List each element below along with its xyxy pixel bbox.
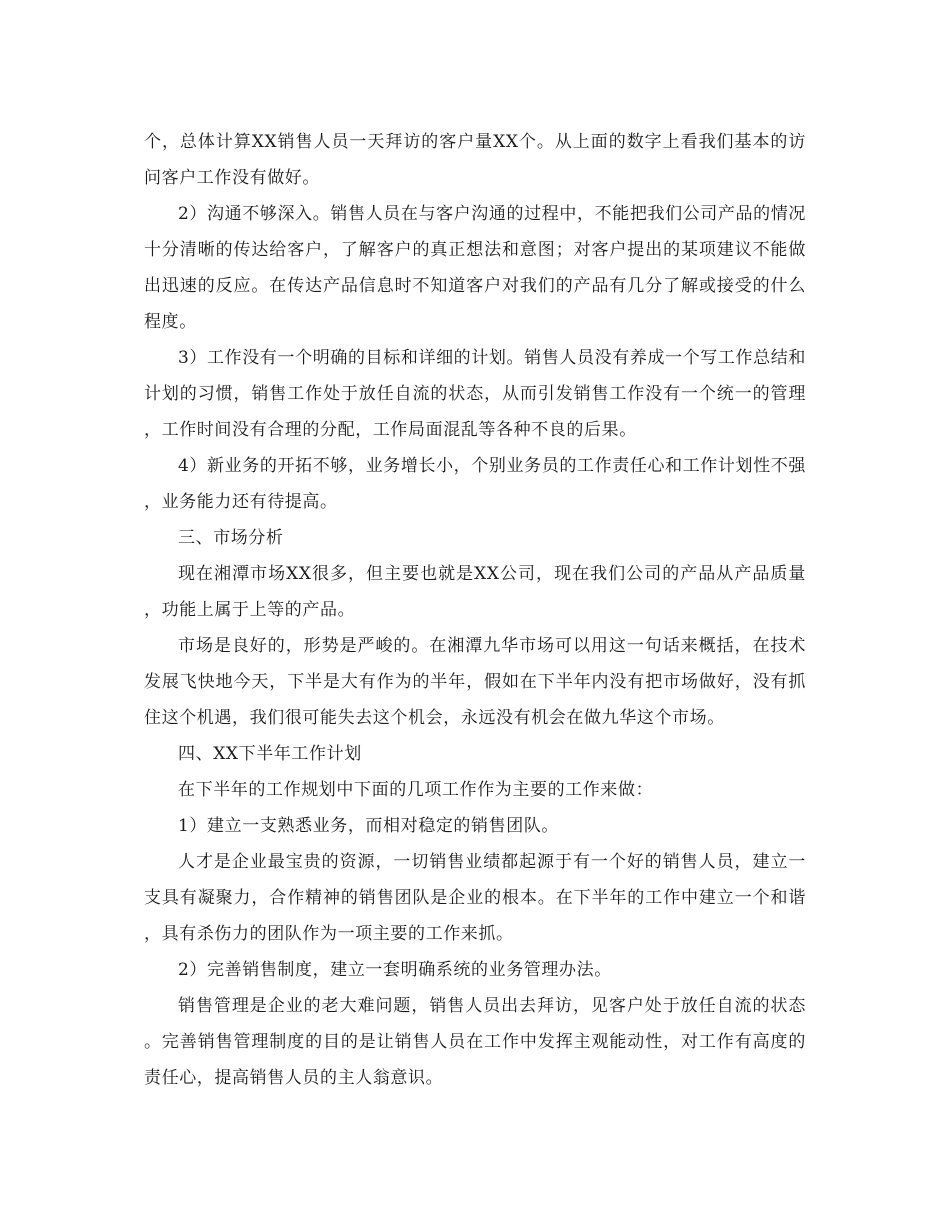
section-heading-market-analysis: 三、市场分析 [178,528,284,548]
paragraph-market-situation: 市场是良好的，形势是严峻的。在湘潭九华市场可以用这一句话来概括，在技术发展飞快地今天，下半是大有作为的半年，假如在下半年内没有把市场做好，没有抓住这个机遇，我们很可能失去这个机会，永远没有机会在做九华这个市场。 [144,636,806,728]
document-body [144,124,806,1096]
paragraph-plan-item-team: 1）建立一支熟悉业务，而相对稳定的销售团队。 [178,816,560,836]
paragraph-new-business: 4）新业务的开拓不够，业务增长小，个别业务员的工作责任心和工作计划性不强，业务能力还有待提高。 [144,456,806,512]
section-heading-work-plan: 四、XX下半年工作计划 [178,744,362,764]
paragraph-plan-intro: 在下半年的工作规划中下面的几项工作作为主要的工作来做： [178,780,654,800]
paragraph-work-plan: 3）工作没有一个明确的目标和详细的计划。销售人员没有养成一个写工作总结和计划的习惯，销售工作处于放任自流的状态，从而引发销售工作没有一个统一的管理，工作时间没有合理的分配，工作局面混乱等各种不良的后果。 [144,348,806,440]
paragraph-continuation: 个，总体计算XX销售人员一天拜访的客户量XX个。从上面的数字上看我们基本的访问客户工作没有做好。 [144,132,806,188]
paragraph-plan-item-system: 2）完善销售制度，建立一套明确系统的业务管理办法。 [178,960,612,980]
paragraph-sales-management: 销售管理是企业的老大难问题，销售人员出去拜访，见客户处于放任自流的状态。完善销售管理制度的目的是让销售人员在工作中发挥主观能动性，对工作有高度的责任心，提高销售人员的主人翁意识。 [144,996,806,1088]
paragraph-communication: 2）沟通不够深入。销售人员在与客户沟通的过程中，不能把我们公司产品的情况十分清晰的传达给客户，了解客户的真正想法和意图；对客户提出的某项建议不能做出迅速的反应。在传达产品信息时不知道客户对我们的产品有几分了解或接受的什么程度。 [144,204,806,332]
paragraph-market-status: 现在湘潭市场XX很多，但主要也就是XX公司，现在我们公司的产品从产品质量，功能上属于上等的产品。 [144,564,806,620]
paragraph-talent: 人才是企业最宝贵的资源，一切销售业绩都起源于有一个好的销售人员，建立一支具有凝聚力，合作精神的销售团队是企业的根本。在下半年的工作中建立一个和谐，具有杀伤力的团队作为一项主要的工作来抓。 [144,852,806,944]
